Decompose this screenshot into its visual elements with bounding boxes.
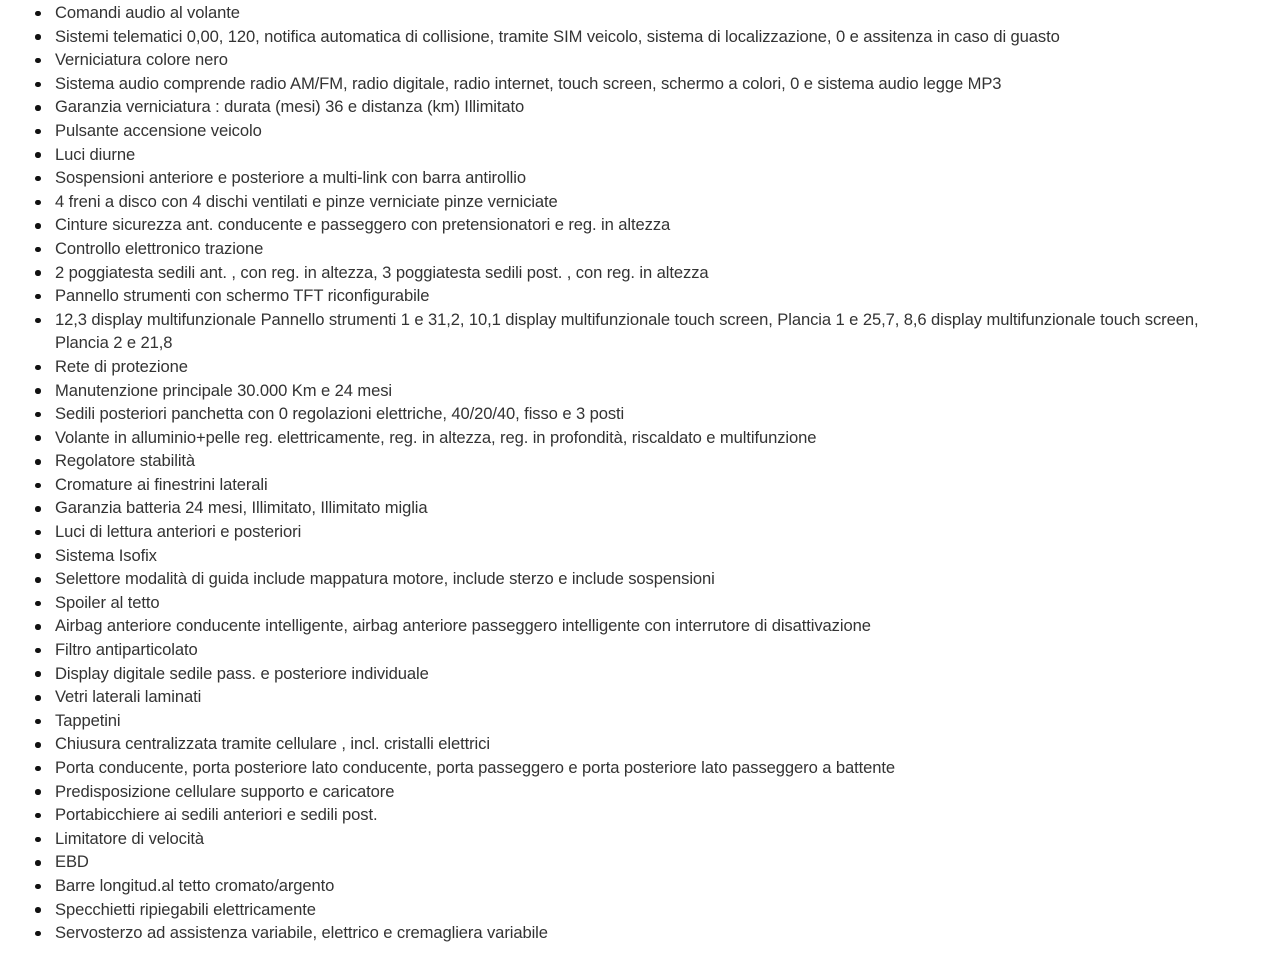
list-item <box>55 190 1225 214</box>
list-item <box>55 520 1225 544</box>
list-item-text: Volante in alluminio+pelle reg. elettricamente, reg. in altezza, reg. in profondità, riscaldato e multifunzione <box>55 427 817 447</box>
bullet-icon <box>35 719 41 725</box>
list-item-text: Airbag anteriore conducente intelligente, airbag anteriore passeggero intelligente con interrutore di disattivazione <box>55 616 871 636</box>
list-item-text: Sospensioni anteriore e posteriore a multi-link con barra antirollio <box>55 168 526 188</box>
bullet-icon <box>35 435 41 441</box>
list-item-text: Barre longitud.al tetto cromato/argento <box>55 875 335 895</box>
bullet-icon <box>35 766 41 772</box>
list-item <box>55 850 1225 874</box>
list-item <box>55 780 1225 804</box>
bullet-icon <box>35 365 41 371</box>
bullet-icon <box>35 907 41 913</box>
list-item-text: Tappetini <box>55 710 121 730</box>
list-item-text: Pulsante accensione veicolo <box>55 120 262 140</box>
bullet-icon <box>35 530 41 536</box>
list-item-text: Rete di protezione <box>55 356 188 376</box>
bullet-icon <box>35 931 41 937</box>
list-item <box>55 827 1225 851</box>
bullet-icon <box>35 860 41 866</box>
list-item-text: Chiusura centralizzata tramite cellulare , incl. cristalli elettrici <box>55 734 490 754</box>
bullet-icon <box>35 648 41 654</box>
list-item <box>55 662 1225 686</box>
list-item-text: Comandi audio al volante <box>55 3 240 22</box>
bullet-icon <box>35 58 41 64</box>
list-item <box>55 709 1225 733</box>
list-item-text: Cinture sicurezza ant. conducente e passeggero con pretensionatori e reg. in altezza <box>55 215 671 235</box>
list-item-text: Cromature ai finestrini laterali <box>55 474 268 494</box>
list-item <box>55 25 1225 49</box>
list-item-text: Sistema audio comprende radio AM/FM, radio digitale, radio internet, touch screen, schermo a colori, 0 e sistema audio legge MP3 <box>55 73 1002 93</box>
bullet-icon <box>35 553 41 559</box>
bullet-icon <box>35 294 41 300</box>
list-item-text: Manutenzione principale 30.000 Km e 24 mesi <box>55 380 392 400</box>
bullet-icon <box>35 459 41 465</box>
list-item <box>55 496 1225 520</box>
bullet-icon <box>35 105 41 111</box>
list-item <box>55 72 1225 96</box>
list-item <box>55 95 1225 119</box>
list-item <box>55 261 1225 285</box>
list-item-text: Display digitale sedile pass. e posteriore individuale <box>55 663 429 683</box>
bullet-icon <box>35 742 41 748</box>
list-item-text: 12,3 display multifunzionale Pannello strumenti 1 e 31,2, 10,1 display multifunzionale touch screen, Plancia 1 e 25,7, 8,6 display multifunzionale touch screen, Plancia 2 e 21,8 <box>55 309 1199 353</box>
list-item-text: Luci di lettura anteriori e posteriori <box>55 522 302 542</box>
list-item <box>55 473 1225 497</box>
list-item <box>55 143 1225 167</box>
list-item <box>55 449 1225 473</box>
list-item-text: 2 poggiatesta sedili ant. , con reg. in altezza, 3 poggiatesta sedili post. , con reg. in altezza <box>55 262 709 282</box>
bullet-icon <box>35 388 41 394</box>
list-item <box>55 803 1225 827</box>
list-item-text: EBD <box>55 852 89 872</box>
list-item-text: Sistema Isofix <box>55 545 157 565</box>
list-item <box>55 544 1225 568</box>
list-item-text: Garanzia verniciatura : durata (mesi) 36 e distanza (km) Illimitato <box>55 97 525 117</box>
list-item <box>55 119 1225 143</box>
list-item-text: Spoiler al tetto <box>55 592 160 612</box>
list-item-text: Sistemi telematici 0,00, 120, notifica automatica di collisione, tramite SIM veicolo, sistema di localizzazione, 0 e assitenza in caso di guasto <box>55 26 1060 46</box>
list-item-text: Controllo elettronico trazione <box>55 238 264 258</box>
bullet-icon <box>35 483 41 489</box>
list-item-text: Limitatore di velocità <box>55 828 205 848</box>
list-item <box>55 567 1225 591</box>
bullet-icon <box>35 34 41 40</box>
list-item-text: Servosterzo ad assistenza variabile, elettrico e cremagliera variabile <box>55 923 548 943</box>
list-item <box>55 237 1225 261</box>
list-item <box>55 732 1225 756</box>
list-item <box>55 213 1225 237</box>
bullet-icon <box>35 813 41 819</box>
list-item-text: Portabicchiere ai sedili anteriori e sedili post. <box>55 805 378 825</box>
list-item <box>55 591 1225 615</box>
bullet-icon <box>35 412 41 418</box>
bullet-icon <box>35 506 41 512</box>
list-item <box>55 921 1225 945</box>
list-item <box>55 48 1225 72</box>
list-item-text: Luci diurne <box>55 144 136 164</box>
bullet-icon <box>35 695 41 701</box>
bullet-icon <box>35 11 41 17</box>
bullet-icon <box>35 270 41 276</box>
bullet-icon <box>35 671 41 677</box>
list-item-text: Sedili posteriori panchetta con 0 regolazioni elettriche, 40/20/40, fisso e 3 posti <box>55 404 625 424</box>
list-item <box>55 308 1225 355</box>
list-item-text: Filtro antiparticolato <box>55 640 198 660</box>
list-item <box>55 379 1225 403</box>
bullet-icon <box>35 789 41 795</box>
list-item-text: Porta conducente, porta posteriore lato conducente, porta passeggero e porta posteriore lato passeggero a battente <box>55 758 896 777</box>
bullet-icon <box>35 884 41 890</box>
bullet-icon <box>35 837 41 843</box>
bullet-icon <box>35 223 41 229</box>
list-item <box>55 355 1225 379</box>
list-item-text: Vetri laterali laminati <box>55 687 202 707</box>
bullet-icon <box>35 624 41 630</box>
list-item <box>55 638 1225 662</box>
list-item <box>55 685 1225 709</box>
list-item-text: Garanzia batteria 24 mesi, Illimitato, Illimitato miglia <box>55 498 428 518</box>
list-item-text: Verniciatura colore nero <box>55 50 228 70</box>
list-item <box>55 284 1225 308</box>
bullet-icon <box>35 247 41 253</box>
bullet-icon <box>35 601 41 607</box>
list-item-text: Selettore modalità di guida include mappatura motore, include sterzo e include sospensioni <box>55 569 715 589</box>
bullet-icon <box>35 318 41 324</box>
bullet-icon <box>35 82 41 88</box>
feature-list <box>0 1 1225 945</box>
bullet-icon <box>35 152 41 158</box>
list-item <box>55 614 1225 638</box>
list-item-text: Pannello strumenti con schermo TFT riconfigurabile <box>55 286 430 306</box>
list-item <box>55 756 1225 780</box>
list-item <box>55 426 1225 450</box>
list-item <box>55 1 1225 25</box>
bullet-icon <box>35 129 41 135</box>
bullet-icon <box>35 200 41 206</box>
bullet-icon <box>35 577 41 583</box>
list-item-text: 4 freni a disco con 4 dischi ventilati e pinze verniciate pinze verniciate <box>55 191 558 211</box>
list-item <box>55 898 1225 922</box>
list-item <box>55 166 1225 190</box>
list-item-text: Specchietti ripiegabili elettricamente <box>55 899 316 919</box>
list-item-text: Regolatore stabilità <box>55 451 196 471</box>
list-item-text: Predisposizione cellulare supporto e caricatore <box>55 781 395 801</box>
list-item <box>55 874 1225 898</box>
bullet-icon <box>35 176 41 182</box>
list-item <box>55 402 1225 426</box>
